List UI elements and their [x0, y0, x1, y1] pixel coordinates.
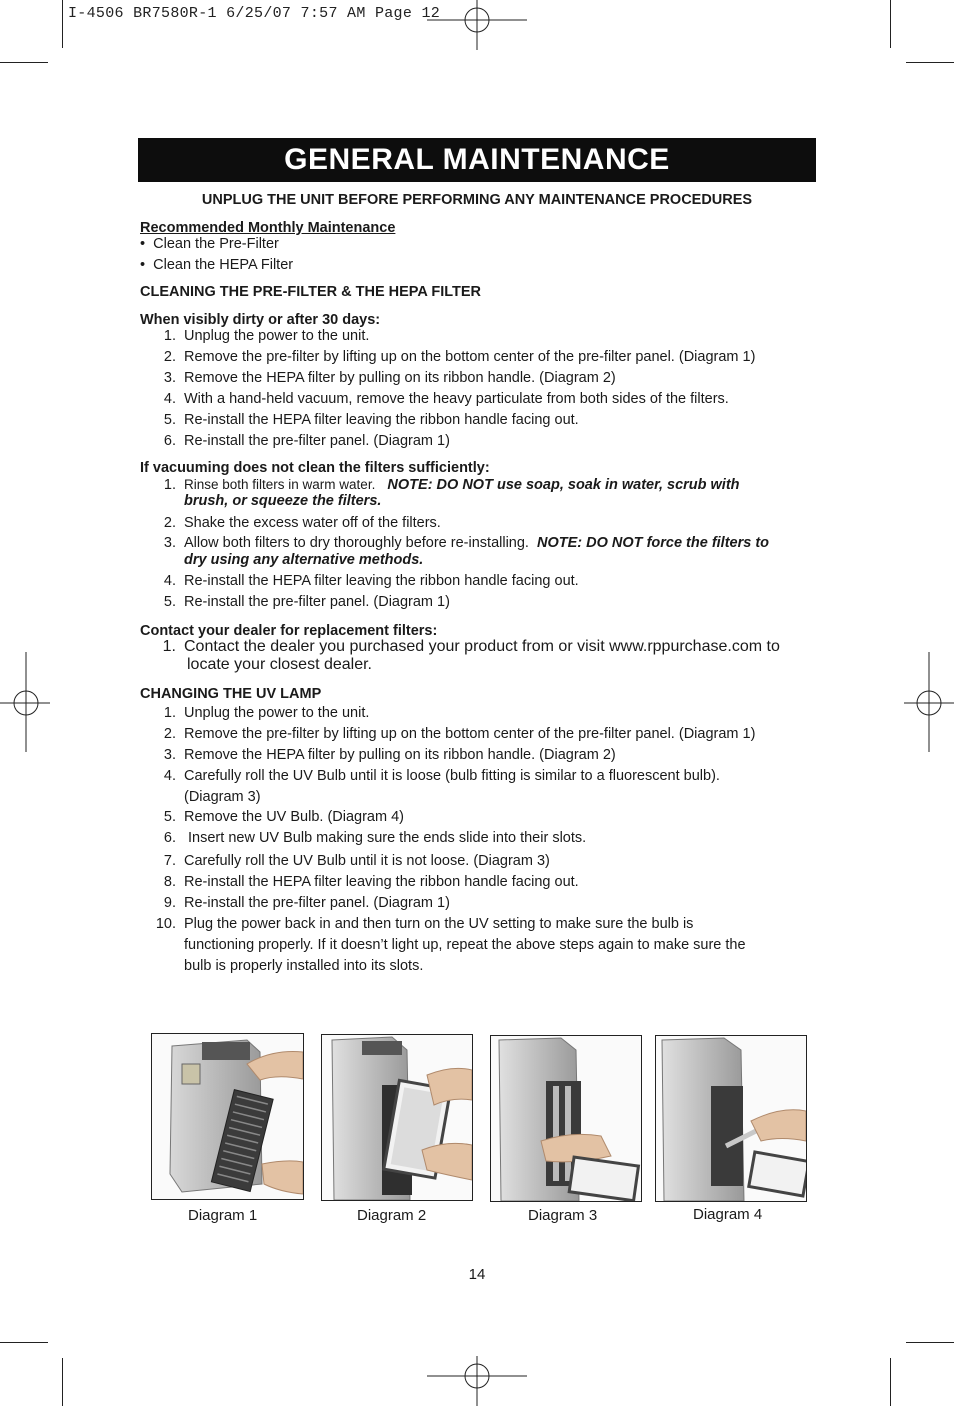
step-text: Re-install the HEPA filter leaving the ribbon handle facing out.	[184, 874, 579, 890]
step-number: 2.	[163, 515, 176, 531]
diagram-4-photo	[655, 1035, 807, 1202]
list-item	[154, 725, 755, 743]
bullet: •	[140, 257, 146, 273]
step-number: 6.	[163, 830, 176, 846]
step-text: Remove the UV Bulb. (Diagram 4)	[184, 809, 404, 825]
list-item	[154, 957, 423, 975]
step-number: 3.	[163, 370, 176, 386]
step-text: Re-install the HEPA filter leaving the ribbon handle facing out.	[184, 573, 579, 589]
list-item	[154, 369, 616, 387]
list-item	[154, 327, 369, 345]
step-number: 4.	[163, 391, 176, 407]
step-text: Re-install the HEPA filter leaving the ribbon handle facing out.	[184, 412, 579, 428]
step-number: 4.	[163, 573, 176, 589]
step-text: Contact the dealer you purchased your product from or visit www.rppurchase.com to	[184, 638, 780, 655]
list-item	[154, 915, 693, 933]
step-number: 10.	[155, 916, 176, 932]
step-text: Unplug the power to the unit.	[184, 705, 370, 721]
step-number: 3.	[163, 747, 176, 763]
step-number: 2.	[163, 726, 176, 742]
warning-note: brush, or squeeze the filters.	[184, 493, 382, 509]
list-item	[154, 829, 586, 847]
warning-note: NOTE: DO NOT force the filters to	[537, 535, 770, 551]
diagram-1-photo	[151, 1033, 304, 1200]
step-text: Insert new UV Bulb making sure the ends slide into their slots.	[184, 830, 587, 846]
list-item	[154, 873, 579, 891]
step-number: 1.	[163, 477, 176, 493]
step-number: 9.	[163, 895, 176, 911]
list-item	[154, 894, 450, 912]
diagram-caption: Diagram 3	[528, 1207, 598, 1224]
registration-mark-left	[0, 652, 50, 752]
step-number: 3.	[163, 535, 176, 551]
list-item-text: Clean the Pre-Filter	[153, 236, 279, 252]
step-number: 1.	[163, 328, 176, 344]
step-number: 7.	[163, 853, 176, 869]
registration-mark-bottom	[427, 1356, 527, 1406]
registration-mark-right	[904, 652, 954, 752]
cleaning-heading: CLEANING THE PRE-FILTER & THE HEPA FILTER	[140, 284, 482, 300]
step-text: locate your closest dealer.	[187, 656, 372, 673]
step-text: Remove the HEPA filter by pulling on its ribbon handle. (Diagram 2)	[184, 747, 616, 763]
title-banner	[138, 138, 816, 182]
warning-note: dry using any alternative methods.	[184, 552, 424, 568]
step-text: Re-install the pre-filter panel. (Diagram 1)	[184, 594, 450, 610]
step-text: Re-install the pre-filter panel. (Diagram 1)	[184, 895, 450, 911]
step-number: 1.	[163, 705, 176, 721]
step-text: Shake the excess water off of the filters.	[184, 515, 441, 531]
bullet: •	[140, 236, 146, 252]
printer-slug: I-4506 BR7580R-1 6/25/07 7:57 AM Page 12	[68, 5, 441, 22]
step-text: Plug the power back in and then turn on the UV setting to make sure the bulb is	[184, 916, 694, 932]
list-item	[154, 390, 729, 408]
list-item	[154, 852, 550, 870]
list-item	[154, 788, 261, 806]
list-item	[154, 514, 441, 532]
step-number: 2.	[163, 349, 176, 365]
step-text: Re-install the pre-filter panel. (Diagram 1)	[184, 433, 450, 449]
step-text: functioning properly. If it doesn’t light up, repeat the above steps again to make sure the	[184, 937, 746, 953]
list-item	[154, 767, 720, 785]
list-item	[154, 704, 369, 722]
step-number: 6.	[163, 433, 176, 449]
step-text: With a hand-held vacuum, remove the heavy particulate from both sides of the filters.	[184, 391, 729, 407]
list-item	[154, 593, 450, 611]
step-number: 1.	[162, 638, 176, 655]
list-item	[154, 411, 579, 429]
cleaning-subheading: When visibly dirty or after 30 days:	[140, 312, 381, 328]
step-text: Remove the HEPA filter by pulling on its ribbon handle. (Diagram 2)	[184, 370, 616, 386]
list-item	[154, 808, 404, 826]
contact-heading: Contact your dealer for replacement filters:	[140, 623, 438, 639]
step-number: 5.	[163, 594, 176, 610]
list-item	[154, 572, 579, 590]
list-item	[154, 432, 450, 450]
step-text: Remove the pre-filter by lifting up on the bottom center of the pre-filter panel. (Diagram 1)	[184, 726, 756, 742]
list-item-text: Clean the HEPA Filter	[153, 257, 294, 273]
step-number: 8.	[163, 874, 176, 890]
step-text: Rinse both filters in warm water.	[184, 477, 376, 492]
list-item	[140, 256, 293, 274]
diagram-caption: Diagram 2	[357, 1207, 427, 1224]
monthly-heading: Recommended Monthly Maintenance	[140, 220, 396, 236]
step-text: Remove the pre-filter by lifting up on the bottom center of the pre-filter panel. (Diagram 1)	[184, 349, 756, 365]
unplug-warning: UNPLUG THE UNIT BEFORE PERFORMING ANY MAINTENANCE PROCEDURES	[201, 192, 753, 208]
step-number: 4.	[163, 768, 176, 784]
list-item	[154, 534, 769, 552]
step-number: 5.	[163, 412, 176, 428]
diagram-caption: Diagram 4	[693, 1206, 763, 1223]
warning-note: NOTE: DO NOT use soap, soak in water, scrub with	[387, 477, 740, 493]
step-text: Carefully roll the UV Bulb until it is loose (bulb fitting is similar to a fluorescent bulb).	[184, 768, 720, 784]
list-item	[154, 936, 746, 954]
step-text: (Diagram 3)	[184, 789, 261, 805]
list-item	[154, 638, 780, 656]
step-text: Carefully roll the UV Bulb until it is not loose. (Diagram 3)	[184, 853, 550, 869]
page-title: GENERAL MAINTENANCE	[284, 143, 670, 176]
list-item	[154, 746, 616, 764]
list-item	[154, 348, 755, 366]
diagram-2-photo	[321, 1034, 473, 1201]
vacuuming-heading: If vacuuming does not clean the filters sufficiently:	[140, 460, 490, 476]
registration-mark-top	[427, 0, 527, 50]
step-text: Unplug the power to the unit.	[184, 328, 370, 344]
uv-heading: CHANGING THE UV LAMP	[140, 686, 322, 702]
diagram-3-photo	[490, 1035, 642, 1202]
step-text: Allow both filters to dry thoroughly before re-installing.	[184, 535, 529, 551]
page-number: 14	[468, 1266, 486, 1283]
list-item	[140, 235, 279, 253]
step-number: 5.	[163, 809, 176, 825]
diagram-caption: Diagram 1	[188, 1207, 258, 1224]
step-text: bulb is properly installed into its slots.	[184, 958, 424, 974]
